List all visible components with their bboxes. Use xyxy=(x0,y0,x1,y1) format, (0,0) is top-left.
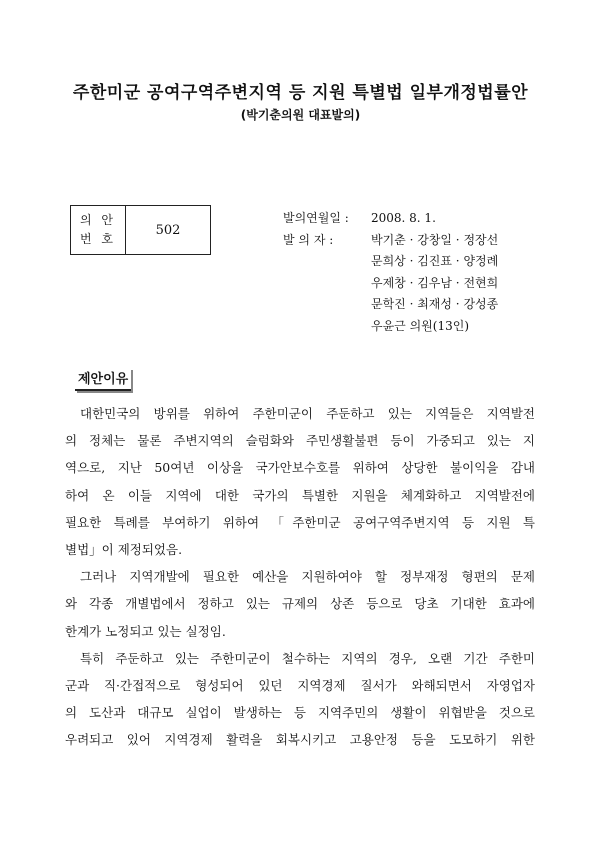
body-line: 한계가 노정되고 있는 실정임. xyxy=(65,623,226,639)
bill-meta xyxy=(283,208,498,337)
body-line: 하여 온 이들 지역에 대한 국가의 특별한 지원을 체계화하고 지역발전에 xyxy=(65,487,535,503)
proposer-label: 발 의 자 : xyxy=(283,232,334,247)
proposer-line: 박기춘 · 강창일 · 정장선 xyxy=(371,232,499,247)
bill-number-value: 502 xyxy=(155,222,181,238)
bill-number-label-line1: 의 안 xyxy=(80,213,116,227)
proposal-date-label: 발의연월일 : xyxy=(283,211,349,225)
proposer-line: 우윤근 의원(13인) xyxy=(371,318,469,333)
body-line: 우려되고 있어 지역경제 활력을 회복시키고 고용안정 등을 도모하기 위한 xyxy=(65,732,535,748)
body-line: 대한민국의 방위를 위하여 주한미군이 주둔하고 있는 지역들은 지역발전 xyxy=(80,406,535,421)
body-line: 와 각종 개별법에서 정하고 있는 규제의 상존 등으로 당초 기대한 효과에 xyxy=(65,596,535,612)
body-line: 군과 직·간접적으로 형성되어 있던 지역경제 질서가 와해되면서 자영업자 xyxy=(65,677,535,693)
body-line: 의 정체는 물론 주변지역의 슬럼화와 주민생활불편 등이 가중되고 있는 지 xyxy=(65,433,535,449)
proposer-row xyxy=(283,316,498,338)
bill-number-box xyxy=(70,205,211,255)
body-line: 그러나 지역개발에 필요한 예산을 지원하여야 할 정부재정 형편의 문제 xyxy=(80,569,535,585)
proposer-row xyxy=(283,294,498,316)
document-title: 주한미군 공여구역주변지역 등 지원 특별법 일부개정법률안 xyxy=(72,83,529,103)
body-line: 특히 주둔하고 있는 주한미군이 철수하는 지역의 경우, 오랜 기간 주한미 xyxy=(80,650,535,666)
proposer-row xyxy=(283,251,498,273)
proposer-row xyxy=(283,230,498,252)
bill-number-label-line2: 번 호 xyxy=(80,232,116,246)
reason-body xyxy=(65,400,535,753)
bill-number-label xyxy=(71,206,126,254)
proposer-line: 문희상 · 김진표 · 양정례 xyxy=(371,254,499,268)
body-line: 역으로, 지난 50여년 이상을 국가안보수호를 위하여 상당한 불이익을 감내 xyxy=(65,460,535,476)
section-heading-reason: 제안이유 xyxy=(75,368,131,391)
proposal-date-value: 2008. 8. 1. xyxy=(371,211,436,225)
document-subtitle: (박기춘의원 대표발의) xyxy=(240,108,361,122)
body-line: 의 도산과 대규모 실업이 발생하는 등 지역주민의 생활이 위협받을 것으로 xyxy=(65,705,535,721)
proposer-line: 문학진 · 최재성 · 강성종 xyxy=(371,297,499,311)
body-line: 필요한 특례를 부여하기 위하여 「주한미군 공여구역주변지역 등 지원 특 xyxy=(65,514,535,530)
proposer-row xyxy=(283,273,498,295)
proposer-line: 우제창 · 김우남 · 전현희 xyxy=(371,275,499,290)
proposal-date-row xyxy=(283,208,498,230)
body-line: 별법」이 제정되었음. xyxy=(65,541,183,557)
